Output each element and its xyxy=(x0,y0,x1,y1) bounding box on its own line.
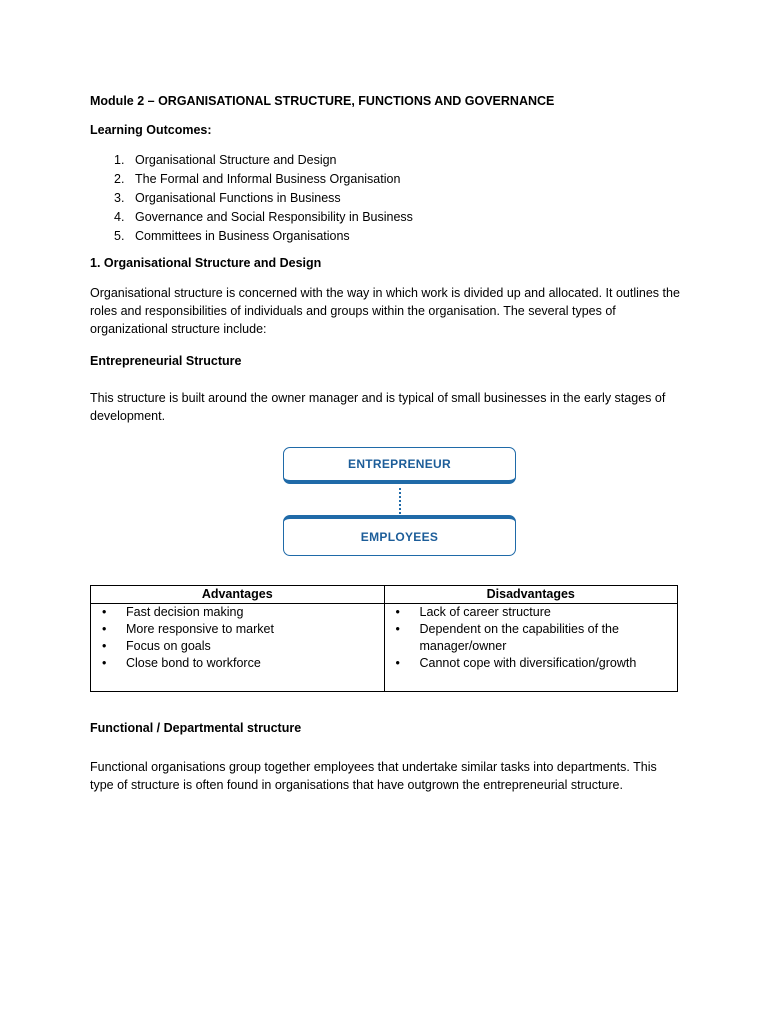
section1-intro: Organisational structure is concerned with the way in which work is divided up and allocated. It outlines the roles and responsibilities of individuals and groups within the organisation. The several types of organizational structure include: xyxy=(90,286,680,336)
list-item: • Focus on goals xyxy=(102,639,211,653)
list-item: 1. Organisational Structure and Design xyxy=(114,153,337,167)
disadvantages-cell xyxy=(384,604,678,692)
disadvantages-header: Disadvantages xyxy=(384,586,678,604)
list-item: • Close bond to workforce xyxy=(102,656,261,670)
advantages-cell xyxy=(91,604,385,692)
entrepreneurial-text: This structure is built around the owner manager and is typical of small businesses in the early stages of development. xyxy=(90,391,666,423)
list-item: • More responsive to market xyxy=(102,622,274,636)
employees-box: EMPLOYEES xyxy=(283,515,516,556)
list-item: • Lack of career structure xyxy=(395,605,551,619)
bullet-icon: • xyxy=(102,622,107,636)
module-title: Module 2 – ORGANISATIONAL STRUCTURE, FUNCTIONS AND GOVERNANCE xyxy=(90,94,555,108)
list-item: 4. Governance and Social Responsibility in Business xyxy=(114,210,413,224)
list-item: 2. The Formal and Informal Business Organisation xyxy=(114,172,401,186)
bullet-icon: • xyxy=(102,656,107,670)
learning-outcomes-heading: Learning Outcomes: xyxy=(90,123,212,137)
bullet-icon: • xyxy=(102,639,107,653)
advantages-header: Advantages xyxy=(91,586,385,604)
dotted-connector xyxy=(399,488,401,514)
bullet-icon: • xyxy=(395,605,400,619)
functional-text: Functional organisations group together employees that undertake similar tasks into departments. This type of structure is often found in organisations that have outgrown the entrepreneurial structure. xyxy=(90,760,657,792)
entrepreneur-box: ENTREPRENEUR xyxy=(283,447,516,484)
advantages-disadvantages-table xyxy=(90,585,678,692)
list-item: • Cannot cope with diversification/growth xyxy=(395,656,637,670)
bullet-icon: • xyxy=(395,622,400,636)
section1-heading: 1. Organisational Structure and Design xyxy=(90,256,322,270)
functional-heading: Functional / Departmental structure xyxy=(90,721,302,735)
bullet-icon: • xyxy=(102,605,107,619)
bullet-icon: • xyxy=(395,656,400,670)
list-item: • Dependent on the capabilities of the manager/owner xyxy=(395,622,619,653)
list-item: 5. Committees in Business Organisations xyxy=(114,229,350,243)
learning-outcomes-list xyxy=(90,151,413,246)
entrepreneurial-heading: Entrepreneurial Structure xyxy=(90,354,242,368)
list-item: • Fast decision making xyxy=(102,605,244,619)
list-item: 3. Organisational Functions in Business xyxy=(114,191,341,205)
